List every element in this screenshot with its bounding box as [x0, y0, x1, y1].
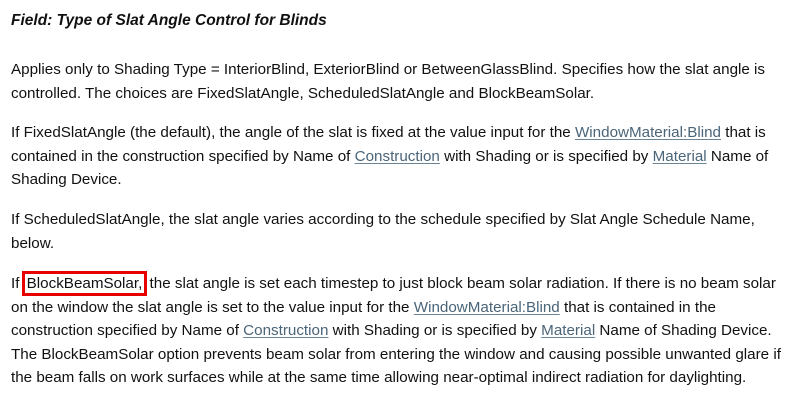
- highlighted-term: BlockBeamSolar,: [26, 275, 143, 292]
- link-material[interactable]: Material: [541, 322, 596, 340]
- paragraph-block-beam-solar: [11, 272, 796, 390]
- paragraph-text: that is contained in the construction specified by Name of: [11, 124, 766, 165]
- link-windowmaterial-blind[interactable]: WindowMaterial:Blind: [574, 124, 721, 141]
- link-windowmaterial-blind[interactable]: WindowMaterial:Blind: [413, 298, 560, 316]
- paragraph-text: Applies only to Shading Type = InteriorBlind, ExteriorBlind or BetweenGlassBlind. Specifies how the slat angle is controlled. The choices are FixedSlatAngle, ScheduledSlatAngle and BlockBeamSolar.: [11, 61, 766, 102]
- paragraph-text: with Shading or is specified by: [328, 322, 542, 340]
- paragraph-scheduled-slat-angle: [11, 208, 796, 255]
- paragraph-text: the slat angle is set each timestep to just block beam solar radiation. If there is no beam solar on the window the slat angle is set to the value input for the: [11, 275, 776, 316]
- paragraph-text: that is contained in the construction specified by Name of: [11, 298, 716, 340]
- paragraph-text: If ScheduledSlatAngle, the slat angle varies according to the schedule specified by Slat Angle Schedule Name, below.: [11, 211, 755, 252]
- paragraph-text: with Shading or is specified by: [439, 147, 653, 165]
- link-construction[interactable]: Construction: [354, 147, 440, 165]
- paragraph-text: If: [11, 275, 24, 292]
- link-material[interactable]: Material: [652, 147, 707, 165]
- field-heading: Field: Type of Slat Angle Control for Blinds: [11, 12, 327, 29]
- paragraph-text: If FixedSlatAngle (the default), the angle of the slat is fixed at the value input for the: [11, 124, 575, 141]
- paragraph-applies: [11, 58, 796, 105]
- paragraph-fixed-slat-angle: [11, 121, 796, 192]
- paragraph-text: Name of Shading Device. The BlockBeamSolar option prevents beam solar from entering the window and causing possible unwanted glare if the beam falls on work surfaces while at the same time allowing near-optimal indirect radiation for daylighting.: [11, 322, 781, 387]
- link-construction[interactable]: Construction: [243, 322, 329, 340]
- paragraph-text: Name of Shading Device.: [11, 147, 769, 189]
